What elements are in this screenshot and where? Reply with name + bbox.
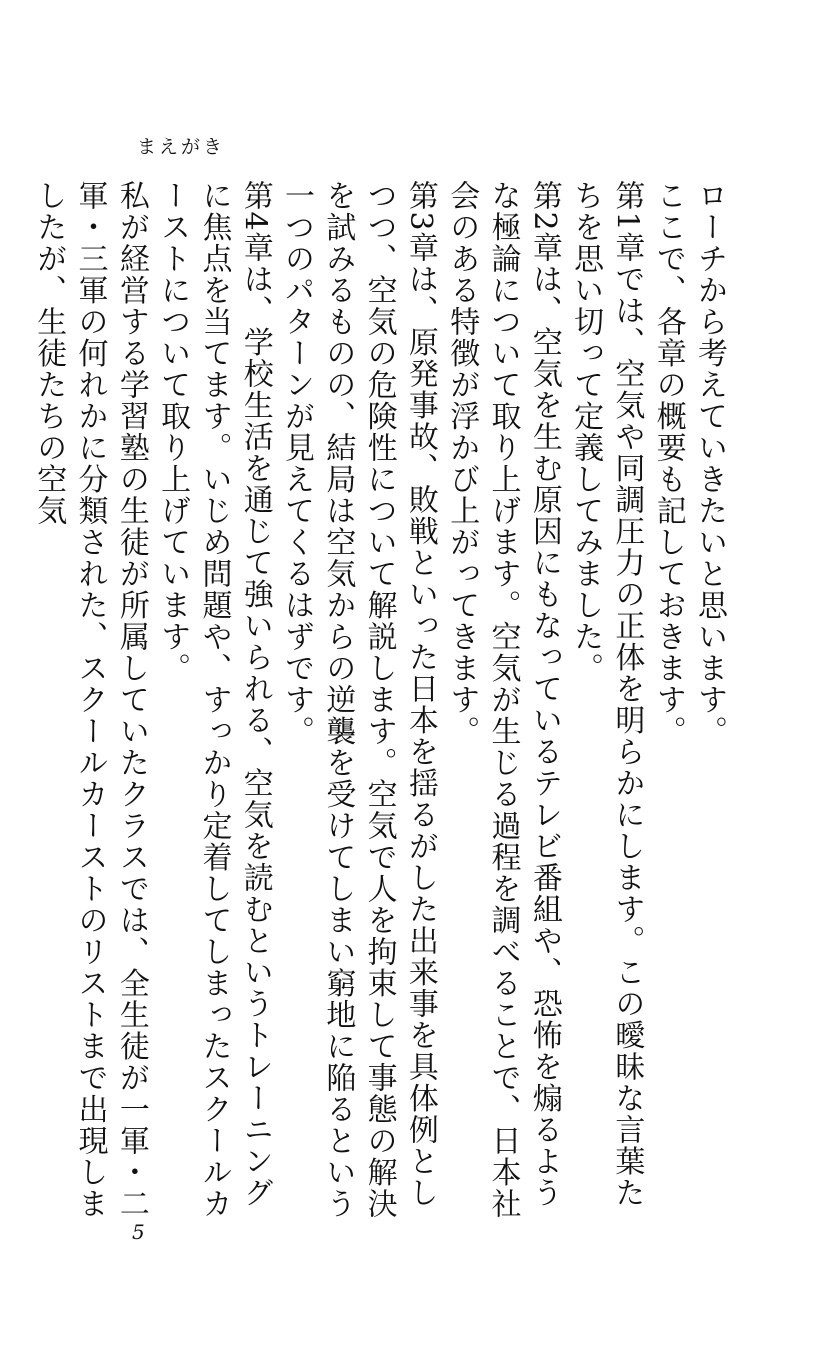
paragraph: 第1章では、空気や同調圧力の正体を明らかにします。この曖昧な言葉たちを思い切って定義してみました。 bbox=[568, 180, 645, 1209]
paragraph: 第4章は、学校生活を通じて強いられる、空気を読むというトレーニングに焦点を当てます。いじめ問題や、すっかり定着してしまったスクールカーストについて取り上げています。 bbox=[155, 180, 273, 1220]
page-number: 5 bbox=[132, 1220, 145, 1244]
vertical-text-block bbox=[31, 180, 730, 1220]
paragraph: 第2章は、空気を生む原因にもなっているテレビ番組や、恐怖を煽るような極論について取り上げます。空気が生じる過程を調べることで、日本社会のある特徴が浮かび上がってきます。 bbox=[444, 180, 562, 1220]
paragraph: ローチから考えていきたいと思います。 bbox=[692, 180, 727, 747]
running-head: まえがき bbox=[137, 136, 226, 158]
paragraph: 第3章は、原発事故、敗戦といった日本を揺るがした出来事を具体例としつつ、空気の危険性について解説します。空気で人を拘束して事態の解決を試みるものの、結局は空気からの逆襲を受けてしまい窮地に陥るという一つのパターンが見えてくるはずです。 bbox=[279, 180, 438, 1220]
paragraph: ここで、各章の概要も記しておきます。 bbox=[650, 180, 686, 747]
paragraph: 私が経営する学習塾の生徒が所属していたクラスでは、全生徒が一軍・二軍・三軍の何れかに分類された、スクールカーストのリストまで出現しましたが、生徒たちの空気 bbox=[31, 180, 149, 1220]
